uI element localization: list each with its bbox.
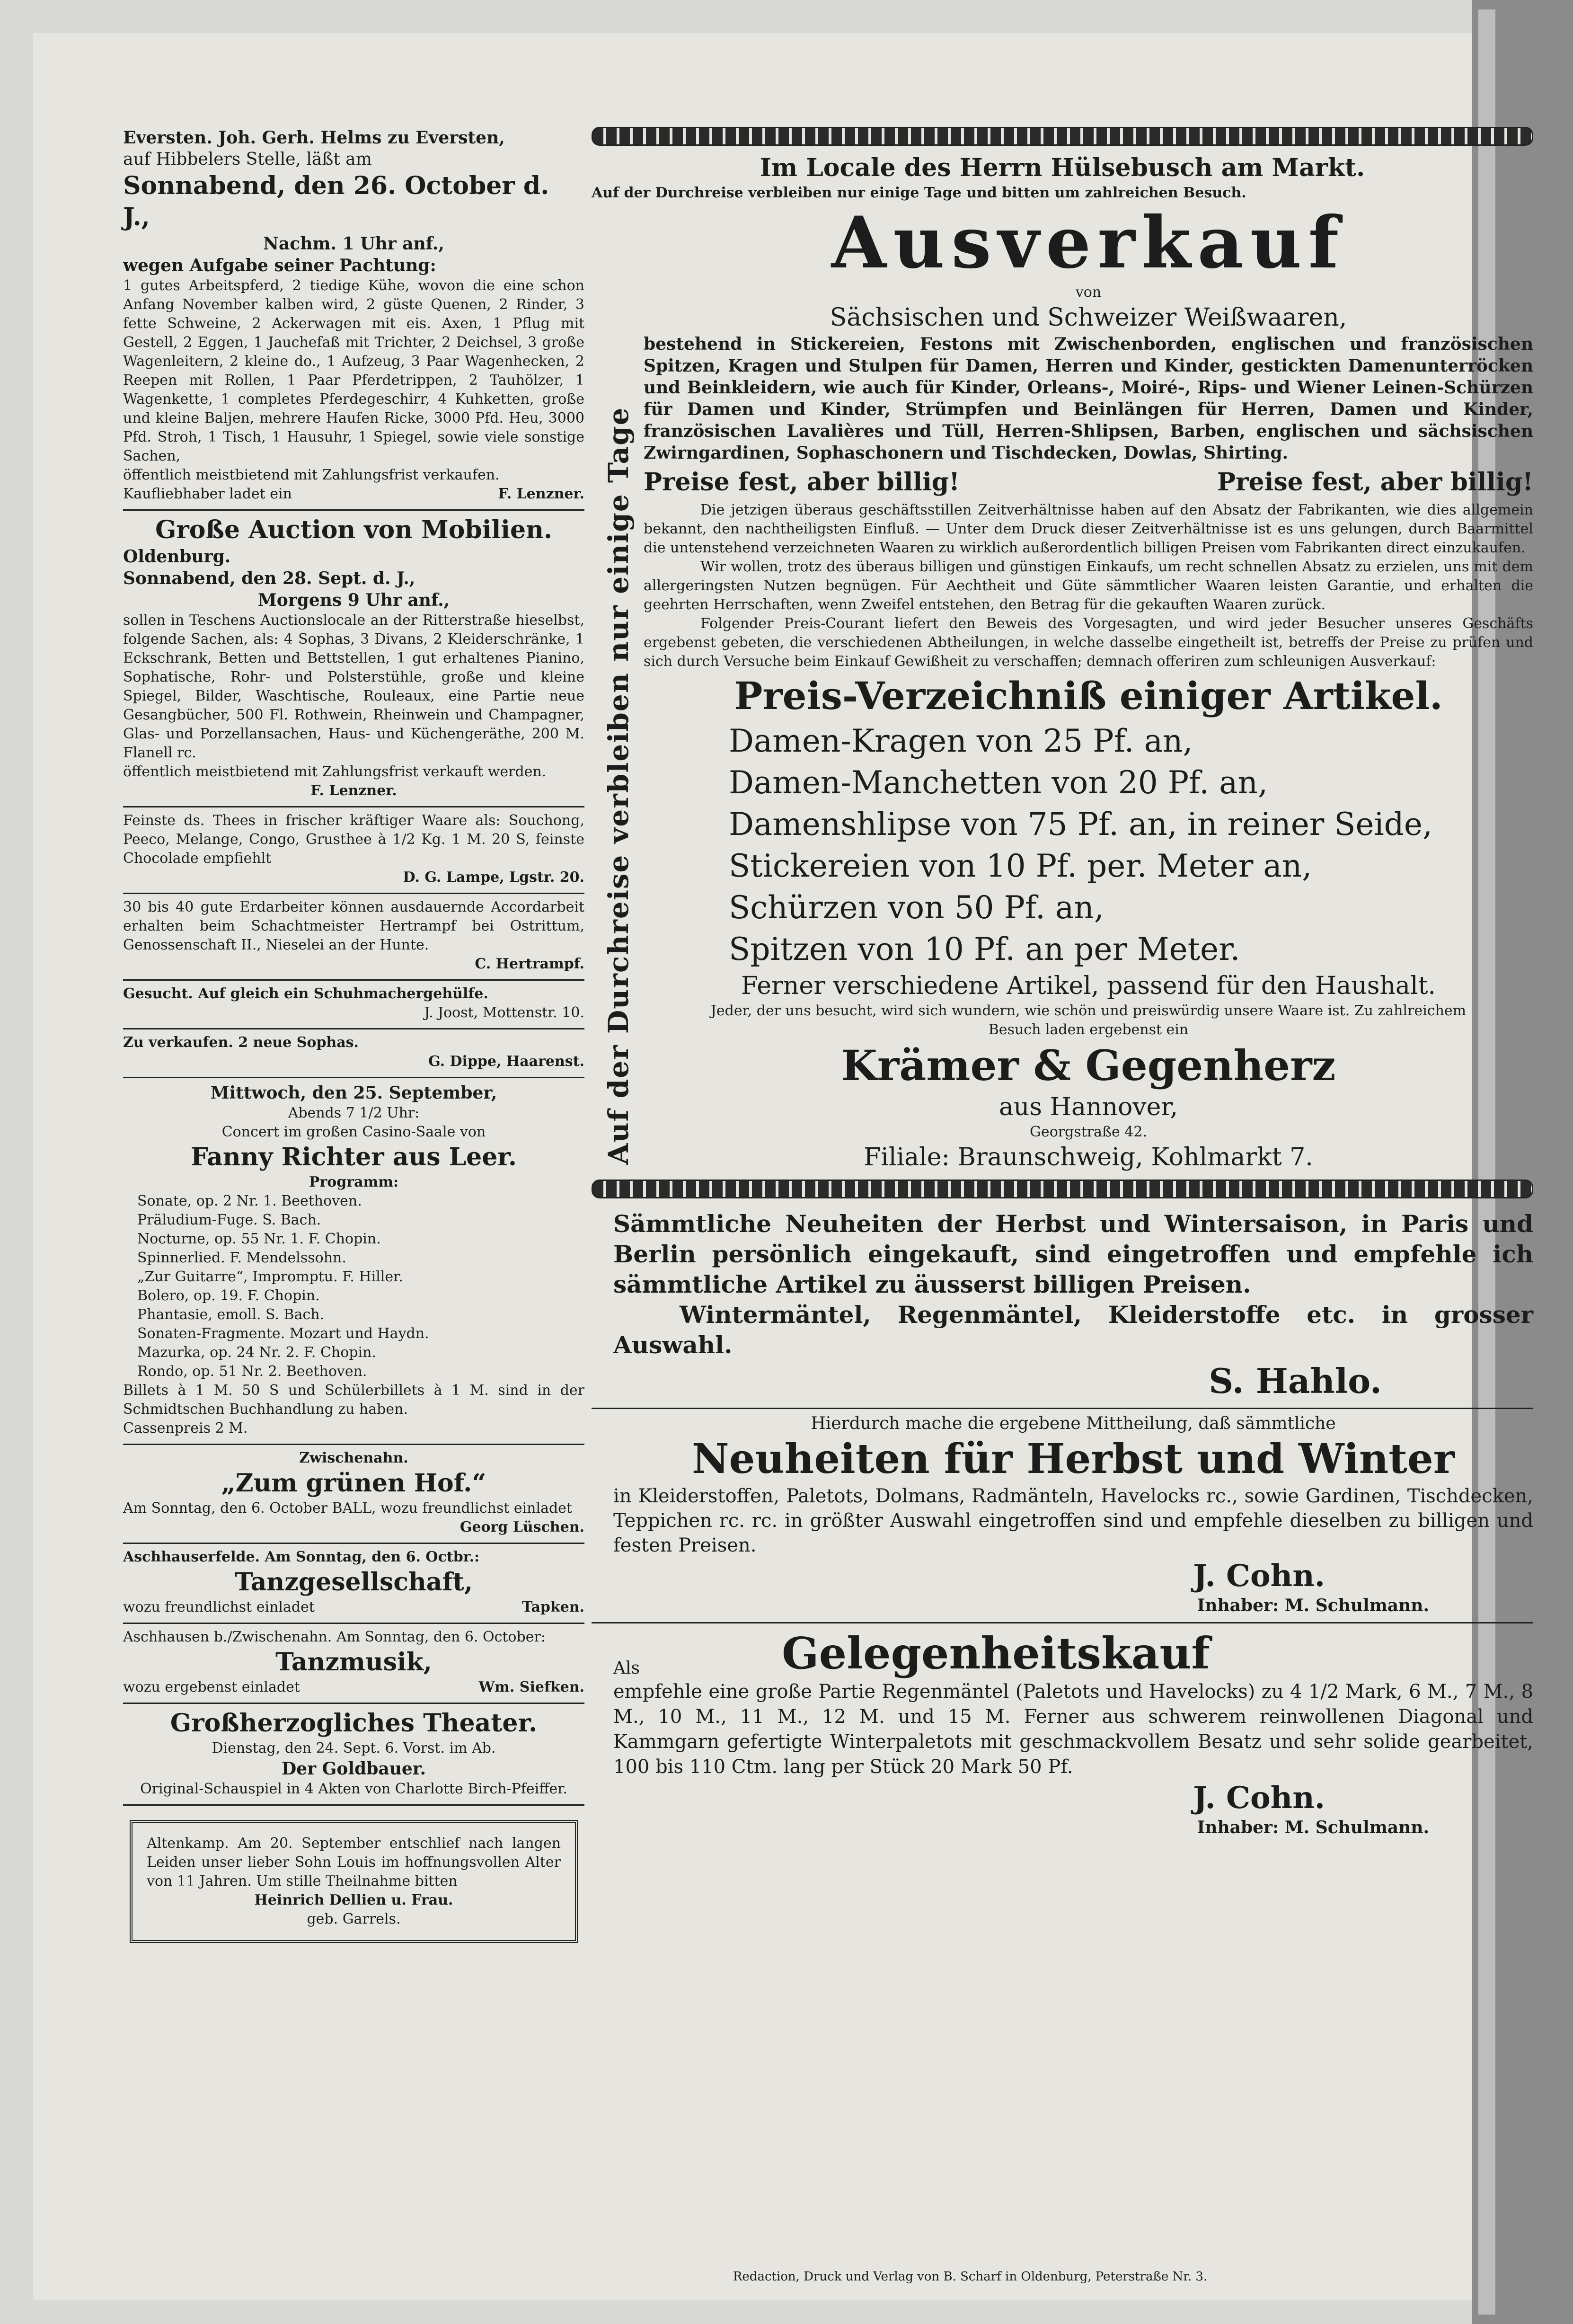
cohn2-sig: J. Cohn. bbox=[1193, 1780, 1325, 1816]
ausverkauf-p1: Die jetzigen überaus geschäftsstillen Zeitverhältnisse haben auf den Absatz der Fabrikanten, wie dies allgemein bekannt, den nachtheiligsten Einfluß. — Unter dem Druck dieser Zeitverhältnisse ist es uns gelungen, durch Baarmittel die untenstehend verzeichneten Waaren zu wirklich außerordentlich billigen Preisen vom Fabrikanten direct einzukaufen. bbox=[644, 502, 1533, 556]
auction-time: Morgens 9 Uhr anf., bbox=[257, 590, 450, 610]
ausverkauf-heading: Im Locale des Herrn Hülsebusch am Markt. bbox=[760, 153, 1365, 182]
auction-place: Oldenburg. bbox=[123, 547, 231, 567]
program-item: Präludium-Fuge. S. Bach. bbox=[137, 1212, 321, 1228]
auction-terms: öffentlich meistbietend mit Zahlungsfrist verkauft werden. bbox=[123, 763, 547, 780]
cohn2-owner: Inhaber: M. Schulmann. bbox=[1197, 1818, 1429, 1837]
theater-play: Der Goldbauer. bbox=[282, 1759, 426, 1779]
price-item: Damen-Manchetten von 20 Pf. an, bbox=[729, 764, 1268, 801]
program-item: Sonate, op. 2 Nr. 1. Beethoven. bbox=[137, 1193, 362, 1209]
death-sig1: Heinrich Dellien u. Frau. bbox=[254, 1892, 453, 1908]
hahlo-body: Sämmtliche Neuheiten der Herbst und Wintersaison, in Paris und Berlin persönlich eingekauft, sind eingetroffen und empfehle ich sämmtliche Artikel zu äusserst billigen Preisen. bbox=[613, 1210, 1533, 1298]
ad-gesucht bbox=[123, 981, 584, 1029]
thee-body: Feinste ds. Thees in frischer kräftiger Waare als: Souchong, Peeco, Melange, Congo, Grusthee à 1/2 Kg. 1 M. 20 S, feinste Chocolade empfiehlt bbox=[123, 812, 584, 867]
verkaufen-body: Zu verkaufen. 2 neue Sophas. bbox=[123, 1034, 359, 1051]
ausverkauf-list: bestehend in Stickereien, Festons mit Zwischenborden, englischen und französischen Spitzen, Kragen und Stulpen für Damen, Herren und Kinder, gestickten Damenunterröcken und Beinkleidern, wie auch für Kinder, Orleans-, Moiré-, Rips- und Wiener Leinen-Schürzen für Damen und Kinder, Strümpfen und Beinlängen für Herren, Damen und Kinder, französischen Lavalières und Tüll, Herren-Shlipsen, Barben, englischen und sächsischen Zwirngardinen, Sophaschonern und Tischdecken, Dowlas, Shirting. bbox=[644, 334, 1533, 463]
vertical-banner-text: Auf der Durchreise verbleiben nur einige Tage bbox=[602, 407, 635, 1165]
cohn1-body: in Kleiderstoffen, Paletots, Dolmans, Radmänteln, Havelocks rc., sowie Gardinen, Tischdecken, Teppichen rc. rc. in größter Auswahl eingetroffen sind und empfehle dieselben zu billigen und festen Preisen. bbox=[613, 1485, 1533, 1556]
helms-sig-left: Kaufliebhaber ladet ein bbox=[123, 486, 292, 502]
zwischenahn-sig: Georg Lüschen. bbox=[460, 1519, 584, 1535]
tanzmusik-title: Tanzmusik, bbox=[275, 1648, 432, 1676]
erdarbeiter-sig: C. Hertrampf. bbox=[475, 956, 584, 972]
tanzmusik-head: Aschhausen b./Zwischenahn. Am Sonntag, den 6. October: bbox=[123, 1629, 546, 1645]
ad-concert bbox=[123, 1078, 584, 1445]
program-item: Nocturne, op. 55 Nr. 1. F. Chopin. bbox=[137, 1231, 381, 1247]
concert-date: Mittwoch, den 25. September, bbox=[210, 1083, 497, 1103]
death-body: Altenkamp. Am 20. September entschlief nach langen Leiden unser lieber Sohn Louis im hoffnungsvollen Alter von 11 Jahren. Um stille Theilnahme bitten bbox=[147, 1835, 561, 1889]
program-item: „Zur Guitarre“, Impromptu. F. Hiller. bbox=[137, 1268, 403, 1285]
program-item: Bolero, op. 19. F. Chopin. bbox=[137, 1287, 320, 1304]
ausverkauf-firm: Krämer & Gegenherz bbox=[841, 1041, 1336, 1090]
tanzgesellschaft-title: Tanzgesellschaft, bbox=[235, 1568, 473, 1597]
tanzgesellschaft-body: wozu freundlichst einladet bbox=[123, 1599, 315, 1615]
ausverkauf-city: aus Hannover, bbox=[999, 1093, 1178, 1121]
concert-cassen: Cassenpreis 2 M. bbox=[123, 1420, 248, 1437]
ausverkauf-jeder: Jeder, der uns besucht, wird sich wundern, wie schön und preiswürdig unsere Waare ist. Zu zahlreichem Besuch laden ergebenst ein bbox=[710, 1002, 1467, 1038]
helms-head: Eversten. Joh. Gerh. Helms zu Eversten, bbox=[123, 128, 505, 148]
ausverkauf-filiale: Filiale: Braunschweig, Kohlmarkt 7. bbox=[864, 1143, 1313, 1171]
auction-sig: F. Lenzner. bbox=[310, 782, 397, 799]
ausverkauf-von: von bbox=[1075, 284, 1102, 301]
ausverkauf-street: Georgstraße 42. bbox=[1029, 1124, 1148, 1140]
helms-time: Nachm. 1 Uhr anf., bbox=[263, 234, 444, 254]
price-item: Stickereien von 10 Pf. per. Meter an, bbox=[729, 848, 1312, 884]
ad-tanzmusik bbox=[123, 1624, 584, 1704]
ad-erdarbeiter bbox=[123, 894, 584, 981]
cohn1-sig: J. Cohn. bbox=[1193, 1558, 1325, 1594]
ad-zwischenahn bbox=[123, 1445, 584, 1544]
cohn2-als: Als bbox=[613, 1659, 640, 1678]
helms-terms: öffentlich meistbietend mit Zahlungsfrist verkaufen. bbox=[123, 467, 500, 483]
preise-fest-2: Preise fest, aber billig! bbox=[1217, 468, 1533, 497]
tanzmusik-body: wozu ergebenst einladet bbox=[123, 1679, 300, 1695]
helms-reason: wegen Aufgabe seiner Pachtung: bbox=[123, 256, 436, 275]
ad-auction bbox=[123, 511, 584, 807]
auction-title: Große Auction von Mobilien. bbox=[155, 515, 553, 544]
program-item: Mazurka, op. 24 Nr. 2. F. Chopin. bbox=[137, 1344, 376, 1361]
price-item: Damen-Kragen von 25 Pf. an, bbox=[729, 723, 1193, 759]
concert-artist: Fanny Richter aus Leer. bbox=[190, 1143, 517, 1171]
ornament-bar bbox=[592, 127, 1533, 146]
ad-cohn-neuheiten bbox=[592, 1409, 1533, 1623]
tanzmusik-sig: Wm. Siefken. bbox=[478, 1679, 584, 1695]
zwischenahn-place: Zwischenahn. bbox=[299, 1450, 408, 1466]
ad-ausverkauf bbox=[592, 152, 1533, 1173]
concert-time: Abends 7 1/2 Uhr: bbox=[288, 1105, 420, 1121]
helms-body: 1 gutes Arbeitspferd, 2 tiedige Kühe, wovon die eine schon Anfang November kalben wird, 2 güste Quenen, 2 Rinder, 3 fette Schweine, 2 Ackerwagen mit eis. Axen, 1 Pflug mit Gestell, 2 Eggen, 1 Jauchefaß mit Trichter, 2 Deichsel, 3 große Wagenleitern, 2 kleine do., 1 Aufzeug, 3 Paar Wagenhecken, 2 Reepen mit Rollen, 1 Paar Pferdetrippen, 2 Tauhölzer, 1 Wagenkette, 1 completes Pferdegeschirr, 4 Kuhketten, große und kleine Baljen, mehrere Haufen Ricke, 3000 Pfd. Heu, 3000 Pfd. Stroh, 1 Tisch, 1 Hausuhr, 1 Spiegel, sowie viele sonstige Sachen, bbox=[123, 277, 584, 464]
program-item: Sonaten-Fragmente. Mozart und Haydn. bbox=[137, 1325, 429, 1342]
tanzgesellschaft-sig: Tapken. bbox=[522, 1599, 584, 1615]
ausverkauf-goods: Sächsischen und Schweizer Weißwaaren, bbox=[830, 303, 1347, 332]
theater-title: Großherzogliches Theater. bbox=[170, 1709, 538, 1738]
helms-sig-right: F. Lenzner. bbox=[498, 486, 584, 502]
hahlo-body2: Wintermäntel, Regenmäntel, Kleiderstoffe etc. in grosser Auswahl. bbox=[613, 1301, 1533, 1359]
ausverkauf-ferner: Ferner verschiedene Artikel, passend für den Haushalt. bbox=[741, 972, 1436, 1000]
concert-program-head: Programm: bbox=[309, 1174, 399, 1190]
erdarbeiter-body: 30 bis 40 gute Erdarbeiter können ausdauernde Accordarbeit erhalten beim Schachtmeister Hertrampf bei Ostrittum, Genossenschaft II., Nieselei an der Hunte. bbox=[123, 899, 584, 953]
concert-tickets: Billets à 1 M. 50 S und Schülerbillets à 1 M. sind in der Schmidtschen Buchhandlung zu haben. bbox=[123, 1382, 584, 1418]
helms-line2: auf Hibbelers Stelle, läßt am bbox=[123, 150, 372, 169]
preise-fest-1: Preise fest, aber billig! bbox=[644, 468, 960, 497]
tanzgesellschaft-head: Aschhauserfelde. Am Sonntag, den 6. Octbr.: bbox=[123, 1549, 480, 1565]
ausverkauf-p2: Wir wollen, trotz des überaus billigen und günstigen Einkaufs, um recht schnellen Absatz zu erzielen, uns mit dem allergeringsten Nutzen begnügen. Für Aechtheit und Güte sämmtlicher Waaren leisten Garantie, und erhalten die geehrten Herrschaften, wenn Zweifel entstehen, den Betrag für die gekauften Waaren zurück. bbox=[644, 559, 1533, 613]
imprint: Redaction, Druck und Verlag von B. Scharf in Oldenburg, Peterstraße Nr. 3. bbox=[733, 2270, 1208, 2284]
cohn1-title: Neuheiten für Herbst und Winter bbox=[691, 1435, 1455, 1483]
auction-body: sollen in Teschens Auctionslocale an der Ritterstraße hieselbst, folgende Sachen, als: 4 Sophas, 3 Divans, 2 Kleiderschränke, 1 Eckschrank, Betten und Bettstellen, 1 gut erhaltenes Pianino, Sophatische, Rohr- und Polsterstühle, große und kleine Spiegel, Bilder, Waschtische, Rouleaux, eine Partie neue Gesangbücher, 500 Fl. Rothwein, Rheinwein und Champagner, Glas- und Porzellansachen, Haus- und Küchengeräthe, 200 M. Flanell rc. bbox=[123, 612, 584, 761]
zwischenahn-body: Am Sonntag, den 6. October BALL, wozu freundlichst einladet bbox=[123, 1500, 572, 1517]
hahlo-sig: S. Hahlo. bbox=[1209, 1361, 1382, 1401]
program-item: Spinnerlied. F. Mendelssohn. bbox=[137, 1250, 346, 1266]
right-column bbox=[592, 123, 1533, 1838]
helms-date: Sonnabend, den 26. October d. J., bbox=[123, 171, 549, 231]
ad-thee bbox=[123, 807, 584, 894]
death-sig2: geb. Garrels. bbox=[307, 1911, 401, 1927]
ad-tanzgesellschaft bbox=[123, 1544, 584, 1624]
ad-hahlo bbox=[592, 1205, 1533, 1409]
left-column bbox=[123, 123, 584, 1943]
thee-sig: D. G. Lampe, Lgstr. 20. bbox=[403, 869, 584, 886]
ad-theater bbox=[123, 1704, 584, 1806]
price-item: Spitzen von 10 Pf. an per Meter. bbox=[729, 931, 1240, 967]
theater-body: Original-Schauspiel in 4 Akten von Charlotte Birch-Pfeiffer. bbox=[140, 1781, 567, 1797]
auction-date: Sonnabend, den 28. Sept. d. J., bbox=[123, 568, 415, 588]
program-item: Rondo, op. 51 Nr. 2. Beethoven. bbox=[137, 1363, 367, 1380]
verkaufen-sig: G. Dippe, Haarenst. bbox=[428, 1053, 584, 1070]
cohn1-owner: Inhaber: M. Schulmann. bbox=[1197, 1596, 1429, 1615]
gesucht-sig: J. Joost, Mottenstr. 10. bbox=[424, 1004, 584, 1021]
theater-line1: Dienstag, den 24. Sept. 6. Vorst. im Ab. bbox=[212, 1740, 496, 1756]
cohn1-intro: Hierdurch mache die ergebene Mittheilung, daß sämmtliche bbox=[811, 1414, 1336, 1433]
gesucht-body: Gesucht. Auf gleich ein Schuhmachergehülfe. bbox=[123, 985, 488, 1002]
ausverkauf-sub: Auf der Durchreise verbleiben nur einige Tage und bitten um zahlreichen Besuch. bbox=[592, 185, 1246, 201]
zwischenahn-title: „Zum grünen Hof.“ bbox=[221, 1469, 486, 1498]
ad-cohn-gelegenheit bbox=[592, 1623, 1533, 1838]
cohn2-body: empfehle eine große Partie Regenmäntel (Paletots und Havelocks) zu 4 1/2 Mark, 6 M., 7 M., 8 M., 10 M., 11 M., 12 M. und 15 M. Ferner aus schwerem reinwollenen Diagonal und Kammgarn gefertigte Winterpaletots mit geschmackvollem Besatz und sehr solide gearbeitet, 100 bis 110 Ctm. lang per Stück 20 Mark 50 Pf. bbox=[613, 1681, 1533, 1778]
ausverkauf-title: Ausverkauf bbox=[831, 201, 1346, 284]
ad-helms bbox=[123, 123, 584, 511]
death-notice bbox=[130, 1820, 578, 1943]
price-item: Damenshlipse von 75 Pf. an, in reiner Seide, bbox=[729, 806, 1432, 843]
ausverkauf-p3: Folgender Preis-Courant liefert den Beweis des Vorgesagten, und wird jeder Besucher unseres Geschäfts ergebenst gebeten, die verschiedenen Abtheilungen, in welche dasselbe eingetheilt ist, betreffs der Preise zu prüfen und sich durch Versuche beim Einkauf Gewißheit zu verschaffen; demnach offeriren zum schleunigen Ausverkauf: bbox=[644, 615, 1533, 670]
price-list-title: Preis-Verzeichniß einiger Artikel. bbox=[734, 674, 1443, 718]
ornament-bar bbox=[592, 1180, 1533, 1198]
program-item: Phantasie, emoll. S. Bach. bbox=[137, 1306, 325, 1323]
cohn2-title: Gelegenheitskauf bbox=[782, 1628, 1210, 1679]
ad-verkaufen bbox=[123, 1029, 584, 1078]
concert-intro: Concert im großen Casino-Saale von bbox=[221, 1124, 486, 1140]
price-item: Schürzen von 50 Pf. an, bbox=[729, 889, 1104, 926]
